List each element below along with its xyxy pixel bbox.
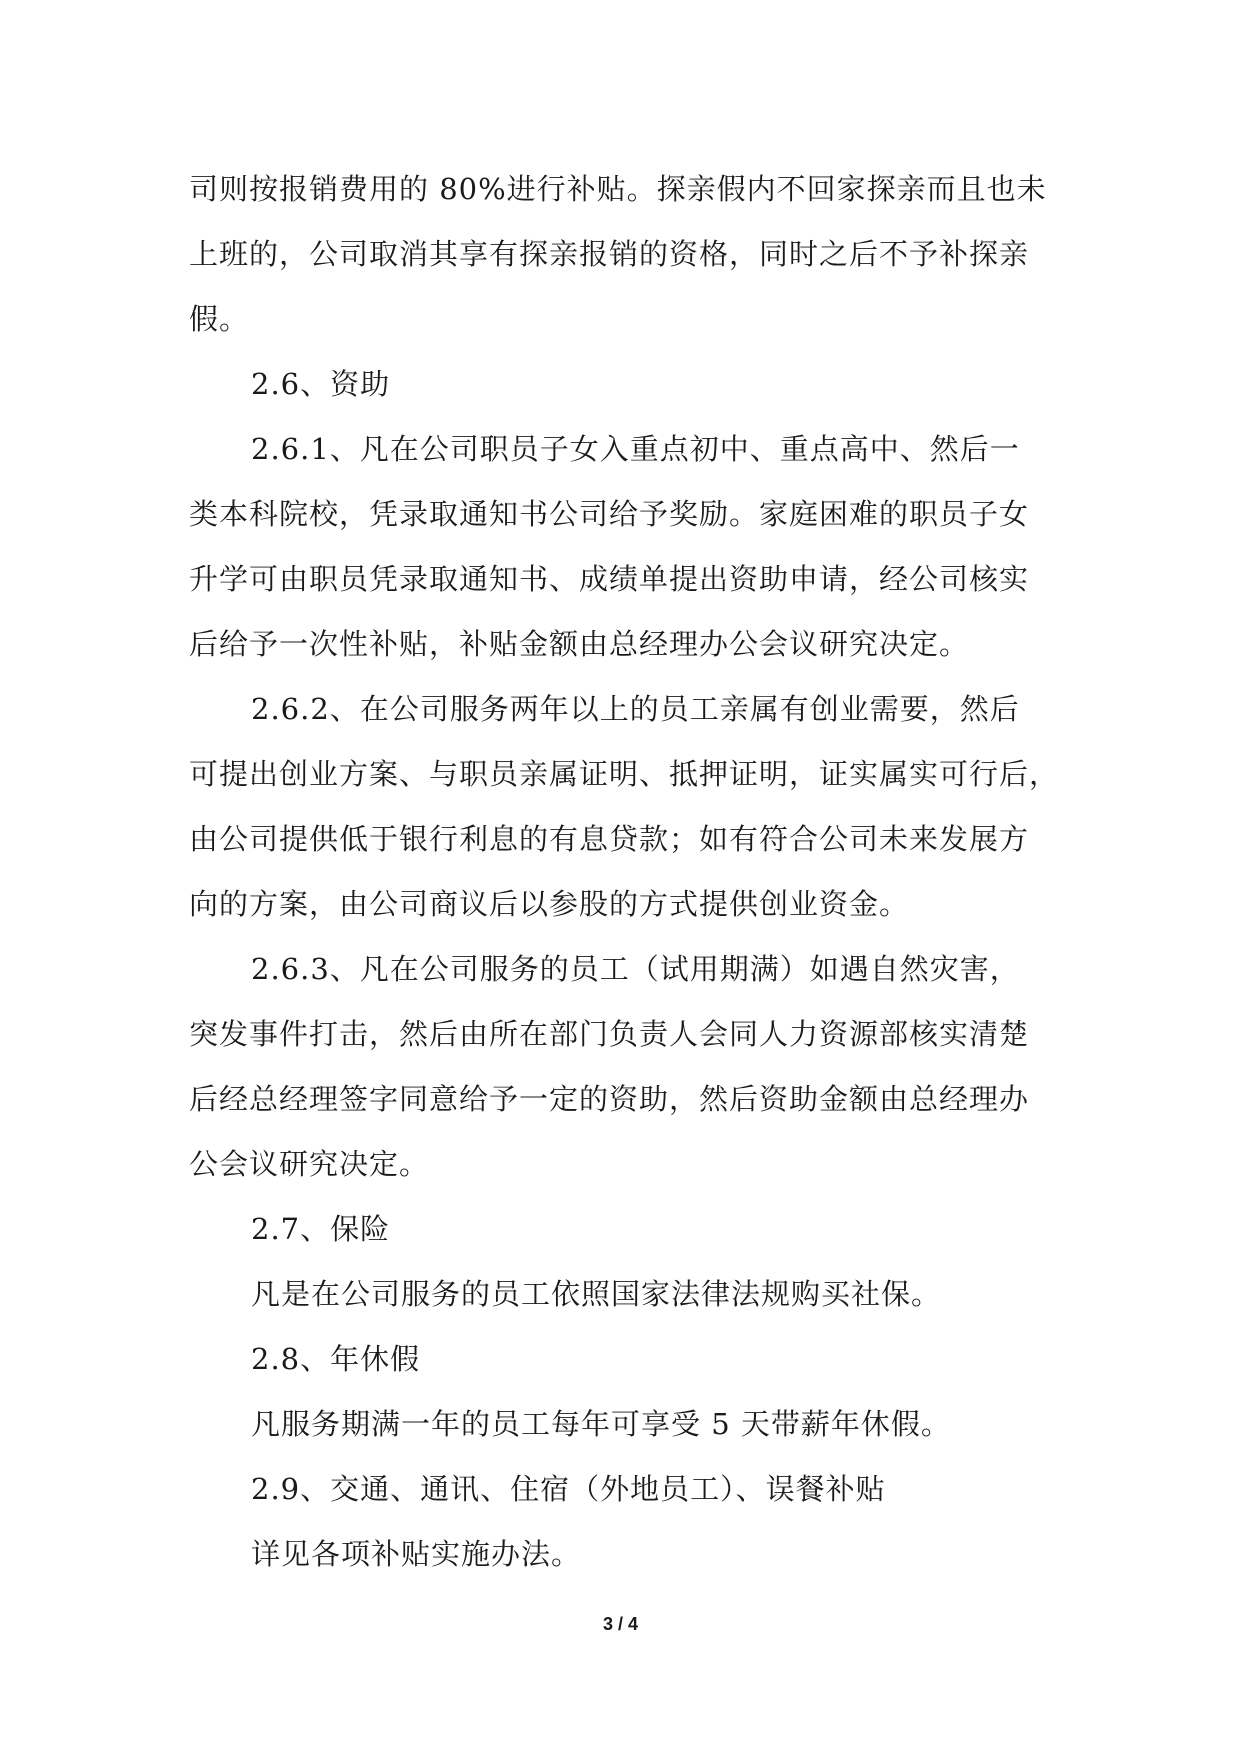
section-heading-2-6: 2.6、资助	[251, 367, 391, 401]
body-line: 上班的，公司取消其享有探亲报销的资格，同时之后不予补探亲	[189, 237, 1030, 271]
page-number: 3 / 4	[602, 1614, 639, 1634]
section-heading-2-9: 2.9、交通、通讯、住宿（外地员工）、误餐补贴	[251, 1472, 886, 1506]
paragraph-2-6-3-line: 2.6.3、凡在公司服务的员工（试用期满）如遇自然灾害，	[251, 952, 1020, 986]
body-line: 由公司提供低于银行利息的有息贷款；如有符合公司未来发展方	[189, 822, 1030, 856]
body-line: 升学可由职员凭录取通知书、成绩单提出资助申请，经公司核实	[189, 562, 1030, 596]
body-line: 假。	[189, 302, 250, 336]
body-line: 司则按报销费用的 80%进行补贴。探亲假内不回家探亲而且也未	[189, 172, 1047, 206]
body-line: 后给予一次性补贴，补贴金额由总经理办公会议研究决定。	[189, 627, 970, 661]
body-line: 凡是在公司服务的员工依照国家法律法规购买社保。	[251, 1277, 942, 1311]
body-line: 详见各项补贴实施办法。	[251, 1537, 582, 1571]
body-line: 凡服务期满一年的员工每年可享受 5 天带薪年休假。	[251, 1407, 951, 1441]
body-line: 后经总经理签字同意给予一定的资助，然后资助金额由总经理办	[189, 1082, 1030, 1116]
section-heading-2-8: 2.8、年休假	[251, 1342, 421, 1376]
paragraph-2-6-1-line: 2.6.1、凡在公司职员子女入重点初中、重点高中、然后一	[251, 432, 1020, 466]
body-line: 公会议研究决定。	[189, 1147, 430, 1181]
body-line: 向的方案，由公司商议后以参股的方式提供创业资金。	[189, 887, 910, 921]
body-line: 可提出创业方案、与职员亲属证明、抵押证明，证实属实可行后，	[189, 757, 1060, 791]
body-line: 突发事件打击，然后由所在部门负责人会同人力资源部核实清楚	[189, 1017, 1030, 1051]
section-heading-2-7: 2.7、保险	[251, 1212, 391, 1246]
body-line: 类本科院校，凭录取通知书公司给予奖励。家庭困难的职员子女	[189, 497, 1030, 531]
paragraph-2-6-2-line: 2.6.2、在公司服务两年以上的员工亲属有创业需要，然后	[251, 692, 1020, 726]
